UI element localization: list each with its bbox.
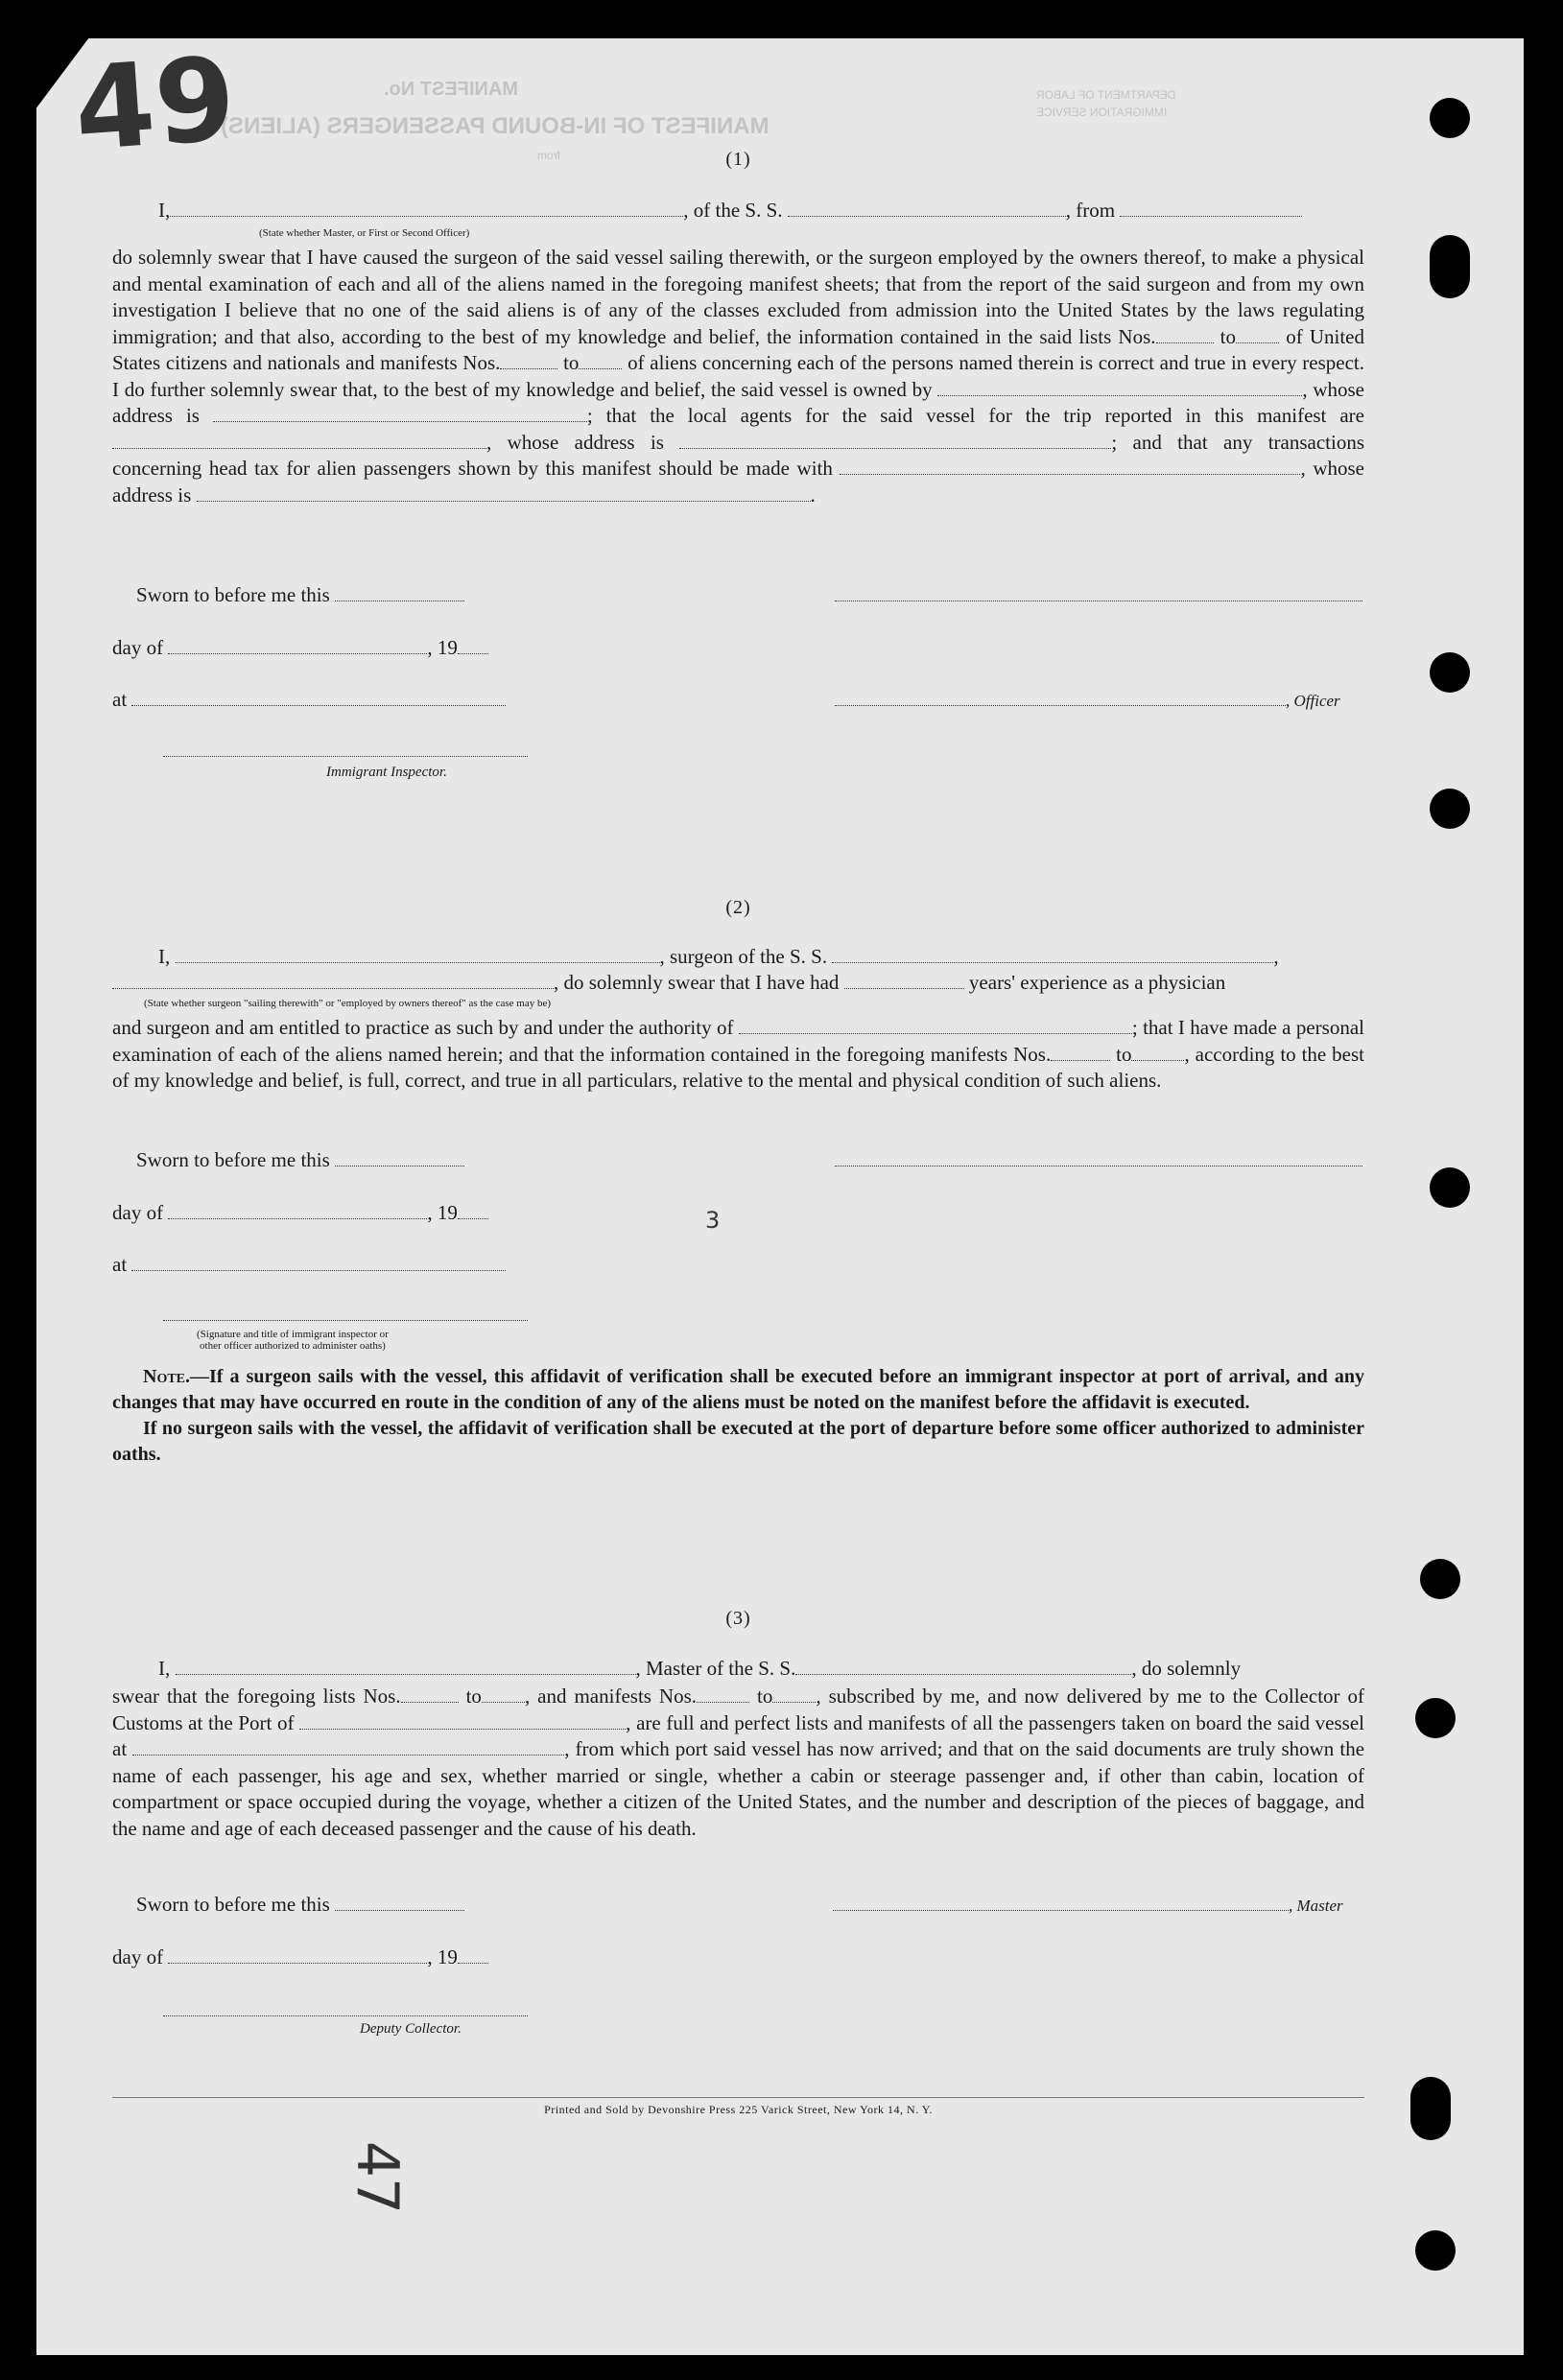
at-line: at (112, 1253, 506, 1277)
section3-header-line: I, , Master of the S. S. , do solemnly (158, 1657, 1242, 1680)
sworn-line: Sworn to before me this (136, 583, 464, 607)
section2-body: and surgeon and am entitled to practice as such by and under the authority of ; that I have made a personal examination of each of the aliens named herein; and that the information contained in the foregoing manifests Nos. to , according to the best of my knowledge and belief, is full, correct, and true in all particulars, relative to the mental and physical condition of such aliens. (112, 1016, 1364, 1092)
signature-caption: (Signature and title of immigrant inspector or other officer authorized to administer oaths) (197, 1329, 389, 1352)
at-line: at (112, 688, 506, 712)
deputy-signature-line (163, 1998, 528, 2022)
section-number: (2) (725, 897, 751, 918)
punch-hole (1415, 1698, 1456, 1738)
punch-hole (1410, 2077, 1451, 2140)
signature-caption: Deputy Collector. (360, 2021, 462, 2037)
officer-signature-line: , Officer (835, 688, 1340, 712)
punch-hole (1430, 652, 1470, 693)
field-caption: (State whether surgeon "sailing therewith" or "employed by owners thereof" as the case may be) (144, 998, 552, 1009)
section2-solemnly-line: , do solemnly swear that I have had years' experience as a physician (112, 971, 1225, 995)
punch-hole (1430, 98, 1470, 138)
punch-hole (1430, 235, 1470, 298)
section-number: (3) (725, 1608, 751, 1629)
inspector-signature-line (163, 739, 528, 763)
day-of-line: day of , 19 (112, 636, 488, 660)
section3-body: swear that the foregoing lists Nos. to , and manifests Nos. to , subscribed by me, and now delivered by me to the Collector of Customs at the Port of , are full and perfect lists and manifests of all the passengers taken on board the said vessel at , from which port said vessel has now arrived; and that on the said documents are truly shown the name of each passenger, his age and sex, whether married or single, whether a cabin or steerage passenger and, if other than cabin, location of compartment or space occupied during the voyage, whether a citizen of the United States, and the number and description of the pieces of baggage, and the name and age of each deceased passenger and the cause of his death. (112, 1685, 1365, 1840)
handwritten-number: 49 (70, 33, 240, 177)
punch-hole (1430, 1167, 1470, 1208)
day-of-line: day of , 19 (112, 1945, 488, 1969)
section2-header-line: I, , surgeon of the S. S. , (158, 945, 1279, 968)
master-signature-line: , Master (833, 1893, 1343, 1917)
note-block: Note.—If a surgeon sails with the vessel, this affidavit of verification shall be executed before an immigrant inspector at port of arrival, and any changes that may have occurred en route in the condition of any of the aliens must be noted on the manifest before the affidavit is executed. If no surgeon sails with the vessel, the affidavit of verification shall be executed at the port of departure before some officer authorized to administer oaths. (112, 1366, 1364, 1465)
signature-line (835, 1148, 1362, 1172)
punch-hole (1420, 1559, 1460, 1599)
punch-hole (1430, 789, 1470, 829)
sworn-line: Sworn to before me this (136, 1148, 464, 1172)
stray-mark: 3 (705, 1207, 721, 1234)
section1-body: do solemnly swear that I have caused the surgeon of the said vessel sailing therewith, or the surgeon employed by the owners thereof, to make a physical and mental examination of each and all of the aliens named in the foregoing manifest sheets; that from the report of the said surgeon and from my own investigation I believe that no one of the said aliens is of any of the classes excluded from admission into the United States by the laws regulating immigration; and that also, according to the best of my knowledge and belief, the information contained in the said lists Nos. to of United States citizens and nationals and manifests Nos. to of aliens concerning each of the persons named therein is correct and true in every respect. I do further solemnly swear that, to the best of my knowledge and belief, the said vessel is owned by , whose address is ; that the local agents for the said vessel for the trip reported in this manifest are , whose address is ; and that any transactions concerning head tax for alien passengers shown by this manifest should be made with , whose address is . (112, 246, 1365, 507)
bleed-through-text: DEPARTMENT OF LABOR (1036, 88, 1176, 102)
day-of-line: day of , 19 (112, 1201, 488, 1225)
handwritten-number: 47 (343, 2140, 412, 2215)
footer-divider (112, 2097, 1364, 2098)
section1-header-line: I, , of the S. S. , from (158, 199, 1302, 223)
printer-footer: Printed and Sold by Devonshire Press 225 Varick Street, New York 14, N. Y. (544, 2103, 933, 2116)
bleed-through-text: MANIFEST No. (384, 79, 518, 100)
punch-hole (1415, 2230, 1456, 2271)
bleed-through-text: from (537, 149, 560, 162)
signature-line (835, 583, 1362, 607)
field-caption: (State whether Master, or First or Second Officer) (259, 227, 470, 239)
bleed-through-text: IMMIGRATION SERVICE (1036, 106, 1168, 119)
section-number: (1) (725, 149, 751, 170)
inspector-signature-line (163, 1303, 528, 1327)
sworn-line: Sworn to before me this (136, 1893, 464, 1917)
bleed-through-text: MANIFEST OF IN-BOUND PASSENGERS (ALIENS) (221, 113, 770, 139)
signature-caption: Immigrant Inspector. (326, 765, 447, 780)
